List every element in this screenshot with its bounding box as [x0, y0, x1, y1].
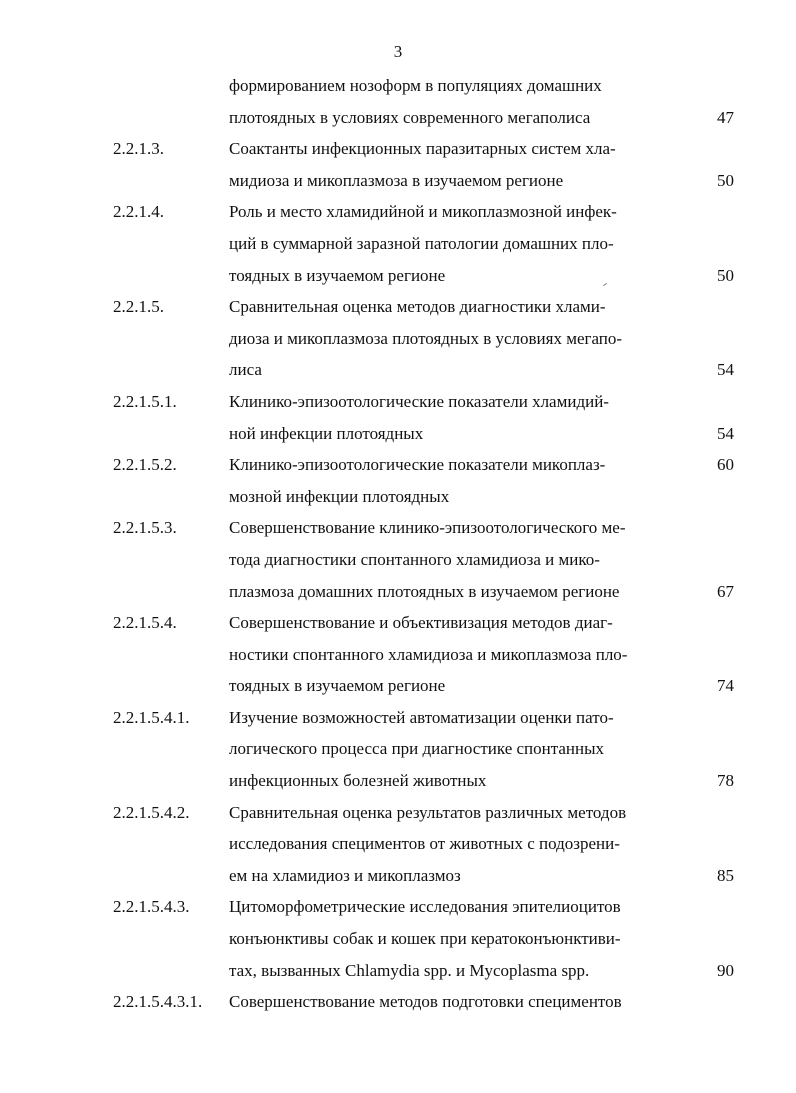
- toc-entry-title: ностики спонтанного хламидиоза и микоплазмоза пло-: [229, 644, 628, 664]
- toc-entry-line: [0, 986, 796, 1018]
- toc-entry: [0, 702, 796, 797]
- toc-entry-title: ной инфекции плотоядных: [229, 423, 424, 443]
- toc-entry-title: Цитоморфометрические исследования эпителиоцитов: [229, 897, 621, 917]
- toc-entry-title: Изучение возможностей автоматизации оценки пато-: [229, 707, 614, 727]
- toc-entry: [0, 133, 796, 196]
- toc-entry-page: 50: [717, 265, 734, 285]
- toc-entry-title: ем на хламидиоз и микоплазмоз: [229, 865, 461, 885]
- toc-entry-line: [0, 576, 796, 608]
- toc-entry-number: 2.2.1.5.1.: [113, 391, 177, 411]
- toc-entry-line: [0, 891, 796, 923]
- toc-entry-title: логического процесса при диагностике спонтанных: [229, 739, 605, 759]
- toc-entry-title: исследования специментов от животных с подозрени-: [229, 834, 620, 854]
- toc-entry-number: 2.2.1.5.4.: [113, 613, 177, 633]
- toc-entry-title: Клинико-эпизоотологические показатели микоплаз-: [229, 455, 606, 475]
- toc-entry-line: [0, 733, 796, 765]
- toc-entry-title: тоядных в изучаемом регионе: [229, 676, 446, 696]
- toc-entry-line: [0, 765, 796, 797]
- toc-entry-title: Сравнительная оценка результатов различных методов: [229, 802, 627, 822]
- toc-entry-number: 2.2.1.5.: [113, 297, 164, 317]
- toc-entry-line: [0, 196, 796, 228]
- toc-entry-page: 60: [717, 455, 734, 475]
- toc-entry-line: [0, 260, 796, 292]
- toc-entry: [0, 607, 796, 702]
- toc-entry: [0, 196, 796, 291]
- toc-entry: [0, 891, 796, 986]
- toc-entry-line: [0, 639, 796, 671]
- toc-entry-number: 2.2.1.5.2.: [113, 455, 177, 475]
- toc-entry: [0, 986, 796, 1018]
- toc-entry-number: 2.2.1.5.4.2.: [113, 802, 190, 822]
- toc-entry-line: [0, 449, 796, 481]
- toc-entry-page: 50: [717, 170, 734, 190]
- toc-entry-line: [0, 418, 796, 450]
- toc-entry-title: Совершенствование и объективизация методов диаг-: [229, 613, 613, 633]
- toc-entry-title: мидиоза и микоплазмоза в изучаемом регионе: [229, 170, 564, 190]
- toc-entry: [0, 449, 796, 512]
- toc-entry-page: 67: [717, 581, 734, 601]
- toc-entry: [0, 386, 796, 449]
- toc-entry-line: [0, 512, 796, 544]
- toc-entry-number: 2.2.1.3.: [113, 139, 164, 159]
- toc-entry-line: [0, 133, 796, 165]
- toc-entry-line: [0, 291, 796, 323]
- toc-entry-page: 74: [717, 676, 734, 696]
- toc-entry-line: [0, 323, 796, 355]
- toc-entry-title: Сравнительная оценка методов диагностики хлами-: [229, 297, 606, 317]
- toc-entry-title: тах, вызванных Chlamydia spp. и Mycoplasma spp.: [229, 960, 590, 980]
- toc-entry-title: конъюнктивы собак и кошек при кератоконъюнктиви-: [229, 929, 621, 949]
- toc-entry-line: [0, 797, 796, 829]
- toc-entry-line: [0, 607, 796, 639]
- toc-entry-number: 2.2.1.4.: [113, 202, 164, 222]
- toc-entry-title: ций в суммарной заразной патологии домашних пло-: [229, 233, 614, 253]
- toc-entry-page: 78: [717, 771, 734, 791]
- toc-entry-title: плотоядных в условиях современного мегаполиса: [229, 107, 591, 127]
- toc-entry-title: лиса: [229, 360, 262, 380]
- toc-entry-number: 2.2.1.5.4.1.: [113, 707, 190, 727]
- toc-entry-number: 2.2.1.5.3.: [113, 518, 177, 538]
- toc-entry-number: 2.2.1.5.4.3.1.: [113, 992, 203, 1012]
- toc-entry-line: [0, 70, 796, 102]
- toc-entry-title: плазмоза домашних плотоядных в изучаемом регионе: [229, 581, 620, 601]
- toc-entry-line: [0, 955, 796, 987]
- toc-entry: [0, 291, 796, 386]
- toc-entry: [0, 70, 796, 133]
- toc-entry-page: 85: [717, 865, 734, 885]
- table-of-contents: [0, 70, 796, 1018]
- toc-entry-line: [0, 923, 796, 955]
- toc-entry-title: Клинико-эпизоотологические показатели хламидий-: [229, 391, 609, 411]
- toc-entry: [0, 797, 796, 892]
- toc-entry-title: Совершенствование методов подготовки специментов: [229, 992, 622, 1012]
- toc-entry-title: диоза и микоплазмоза плотоядных в условиях мегапо-: [229, 328, 623, 348]
- toc-entry-title: Соактанты инфекционных паразитарных систем хла-: [229, 139, 616, 159]
- toc-entry: [0, 512, 796, 607]
- toc-entry-line: [0, 481, 796, 513]
- toc-entry-title: тоядных в изучаемом регионе: [229, 265, 446, 285]
- toc-entry-title: тода диагностики спонтанного хламидиоза и мико-: [229, 549, 600, 569]
- toc-entry-page: 54: [717, 360, 734, 380]
- toc-entry-title: Роль и место хламидийной и микоплазмозной инфек-: [229, 202, 617, 222]
- toc-entry-line: [0, 354, 796, 386]
- toc-entry-line: [0, 165, 796, 197]
- toc-entry-line: [0, 702, 796, 734]
- toc-entry-title: инфекционных болезней животных: [229, 771, 487, 791]
- toc-entry-line: [0, 544, 796, 576]
- toc-entry-line: [0, 228, 796, 260]
- toc-entry-title: мозной инфекции плотоядных: [229, 486, 450, 506]
- page-number: 3: [393, 42, 403, 61]
- toc-entry-line: [0, 828, 796, 860]
- toc-entry-title: Совершенствование клинико-эпизоотологического ме-: [229, 518, 626, 538]
- toc-entry-title: формированием нозоформ в популяциях домашних: [229, 76, 602, 95]
- toc-entry-page: 54: [717, 423, 734, 443]
- toc-entry-line: [0, 670, 796, 702]
- toc-entry-number: 2.2.1.5.4.3.: [113, 897, 190, 917]
- toc-entry-page: 47: [717, 107, 734, 127]
- toc-entry-line: [0, 386, 796, 418]
- toc-entry-line: [0, 860, 796, 892]
- toc-entry-line: [0, 102, 796, 134]
- toc-entry-page: 90: [717, 960, 734, 980]
